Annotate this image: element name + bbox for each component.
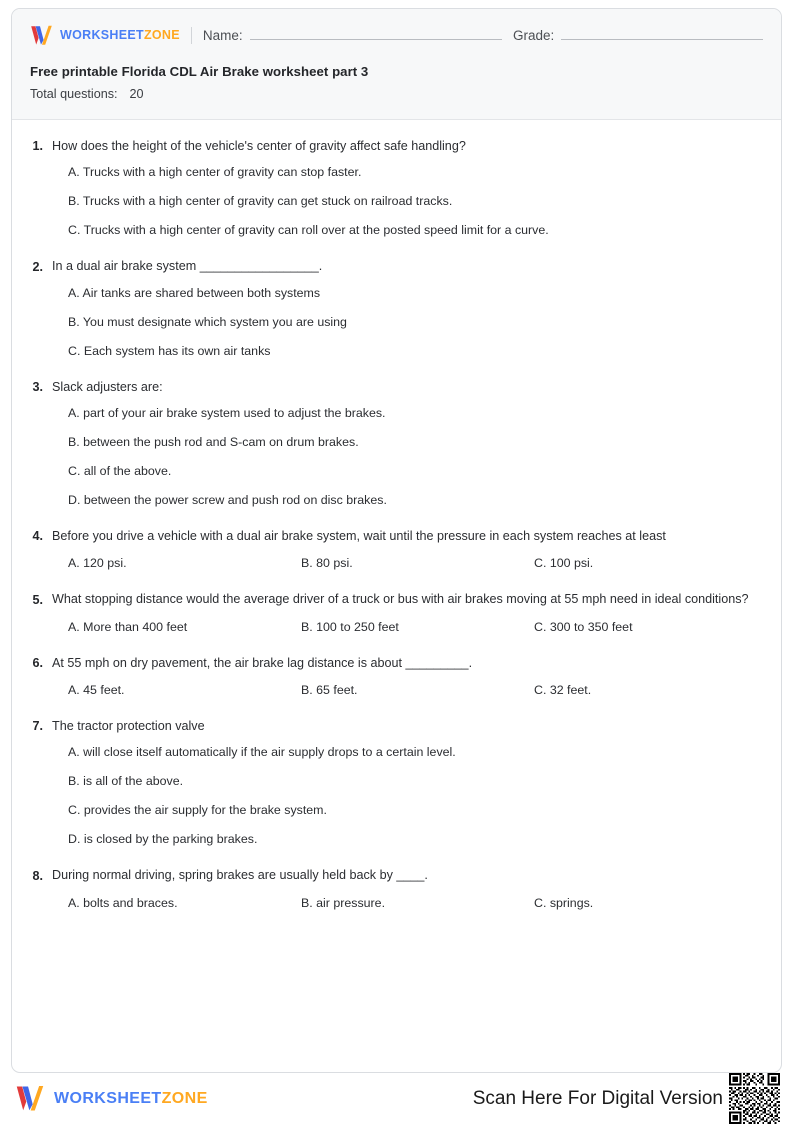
answer-option[interactable]: B. between the push rod and S-cam on drum brakes. xyxy=(68,434,359,449)
answer-option[interactable]: B. 65 feet. xyxy=(301,682,358,697)
answer-option[interactable]: A. Trucks with a high center of gravity can stop faster. xyxy=(68,165,362,180)
question-number: 1. xyxy=(32,139,43,154)
header-row xyxy=(30,23,763,47)
answer-option[interactable]: C. all of the above. xyxy=(68,463,172,478)
question-header xyxy=(30,866,763,885)
question-item xyxy=(30,866,763,912)
answer-options xyxy=(30,619,763,637)
worksheet-header xyxy=(12,9,781,120)
question-text: During normal driving, spring brakes are usually held back by ____. xyxy=(52,868,428,883)
question-item xyxy=(30,527,763,573)
question-item xyxy=(30,717,763,849)
answer-option[interactable]: A. bolts and braces. xyxy=(68,895,178,910)
question-text: What stopping distance would the average driver of a truck or bus with air brakes moving at 55 mph need in ideal conditions? xyxy=(52,592,749,607)
total-questions-line xyxy=(30,86,763,103)
answer-options xyxy=(30,164,763,240)
question-item xyxy=(30,137,763,240)
question-item xyxy=(30,257,763,360)
answer-option[interactable]: C. Each system has its own air tanks xyxy=(68,343,271,358)
answer-option[interactable]: C. 32 feet. xyxy=(534,682,592,697)
brand-logo xyxy=(30,25,180,46)
answer-option[interactable]: B. is all of the above. xyxy=(68,774,184,789)
name-input-rule[interactable] xyxy=(250,29,502,40)
question-text: At 55 mph on dry pavement, the air brake lag distance is about _________. xyxy=(52,655,473,670)
question-header xyxy=(30,137,763,156)
brand-name-secondary: ZONE xyxy=(143,28,180,42)
question-item xyxy=(30,378,763,510)
question-number: 5. xyxy=(32,592,43,607)
footer-brand-name-secondary: ZONE xyxy=(161,1089,208,1107)
answer-options xyxy=(30,405,763,510)
question-header xyxy=(30,654,763,673)
answer-option[interactable]: A. will close itself automatically if the air supply drops to a certain level. xyxy=(68,745,456,760)
question-header xyxy=(30,257,763,276)
questions-list xyxy=(12,120,781,1072)
question-number: 4. xyxy=(32,529,43,544)
header-meta xyxy=(30,63,763,103)
answer-option[interactable]: C. provides the air supply for the brake system. xyxy=(68,803,327,818)
answer-option[interactable]: D. is closed by the parking brakes. xyxy=(68,832,258,847)
grade-input-rule[interactable] xyxy=(561,29,763,40)
question-header xyxy=(30,590,763,609)
name-field[interactable] xyxy=(203,28,502,43)
answer-option[interactable]: B. You must designate which system you are using xyxy=(68,314,347,329)
question-text: In a dual air brake system _________________. xyxy=(52,259,323,274)
footer-scan-group xyxy=(473,1073,780,1124)
answer-option[interactable]: B. 80 psi. xyxy=(301,556,353,571)
footer-brand-logo-text xyxy=(54,1090,208,1108)
question-number: 3. xyxy=(32,380,43,394)
answer-option[interactable]: A. 45 feet. xyxy=(68,682,125,697)
brand-name-primary: WORKSHEET xyxy=(60,28,144,42)
name-label: Name: xyxy=(202,27,243,43)
total-questions-value: 20 xyxy=(129,86,144,101)
answer-option[interactable]: B. 100 to 250 feet xyxy=(301,619,399,634)
worksheet-zone-w-logo-icon xyxy=(30,25,53,46)
answer-options xyxy=(30,555,763,573)
question-header xyxy=(30,378,763,397)
question-text: The tractor protection valve xyxy=(52,718,205,733)
question-number: 2. xyxy=(32,259,43,274)
total-questions-label: Total questions: xyxy=(30,86,118,101)
answer-option[interactable]: C. Trucks with a high center of gravity can roll over at the posted speed limit for a curve. xyxy=(68,223,549,238)
answer-option[interactable]: A. Air tanks are shared between both systems xyxy=(68,285,321,300)
question-text: Slack adjusters are: xyxy=(52,379,163,394)
answer-option[interactable]: A. 120 psi. xyxy=(68,556,127,571)
answer-option[interactable]: B. air pressure. xyxy=(301,895,386,910)
question-number: 8. xyxy=(32,868,43,883)
question-header xyxy=(30,527,763,546)
answer-option[interactable]: A. part of your air brake system used to adjust the brakes. xyxy=(68,405,386,420)
header-divider xyxy=(191,27,192,44)
answer-option[interactable]: D. between the power screw and push rod on disc brakes. xyxy=(68,492,387,507)
answer-option[interactable]: C. 100 psi. xyxy=(534,556,594,571)
page-footer xyxy=(11,1073,782,1124)
grade-field[interactable] xyxy=(513,28,763,43)
worksheet-card xyxy=(11,8,782,1073)
answer-options xyxy=(30,682,763,700)
answer-options xyxy=(30,895,763,913)
brand-logo-text xyxy=(60,28,180,42)
question-number: 6. xyxy=(32,656,43,671)
question-text: How does the height of the vehicle's center of gravity affect safe handling? xyxy=(52,138,466,153)
scan-here-label: Scan Here For Digital Version xyxy=(472,1087,723,1109)
worksheet-zone-w-logo-icon xyxy=(15,1085,45,1112)
footer-brand-logo xyxy=(15,1085,208,1112)
answer-options xyxy=(30,285,763,361)
question-header xyxy=(30,717,763,736)
question-text: Before you drive a vehicle with a dual air brake system, wait until the pressure in each system reaches at least xyxy=(52,528,666,543)
qr-code-icon[interactable] xyxy=(729,1073,780,1124)
question-item xyxy=(30,654,763,700)
answer-option[interactable]: C. 300 to 350 feet xyxy=(534,619,633,634)
question-item xyxy=(30,590,763,636)
grade-label: Grade: xyxy=(513,27,555,43)
question-number: 7. xyxy=(32,719,43,734)
answer-option[interactable]: B. Trucks with a high center of gravity can get stuck on railroad tracks. xyxy=(68,194,453,209)
answer-option[interactable]: A. More than 400 feet xyxy=(68,619,188,634)
worksheet-title: Free printable Florida CDL Air Brake worksheet part 3 xyxy=(30,64,369,79)
answer-options xyxy=(30,744,763,849)
footer-brand-name-primary: WORKSHEET xyxy=(54,1089,162,1107)
answer-option[interactable]: C. springs. xyxy=(534,895,594,910)
